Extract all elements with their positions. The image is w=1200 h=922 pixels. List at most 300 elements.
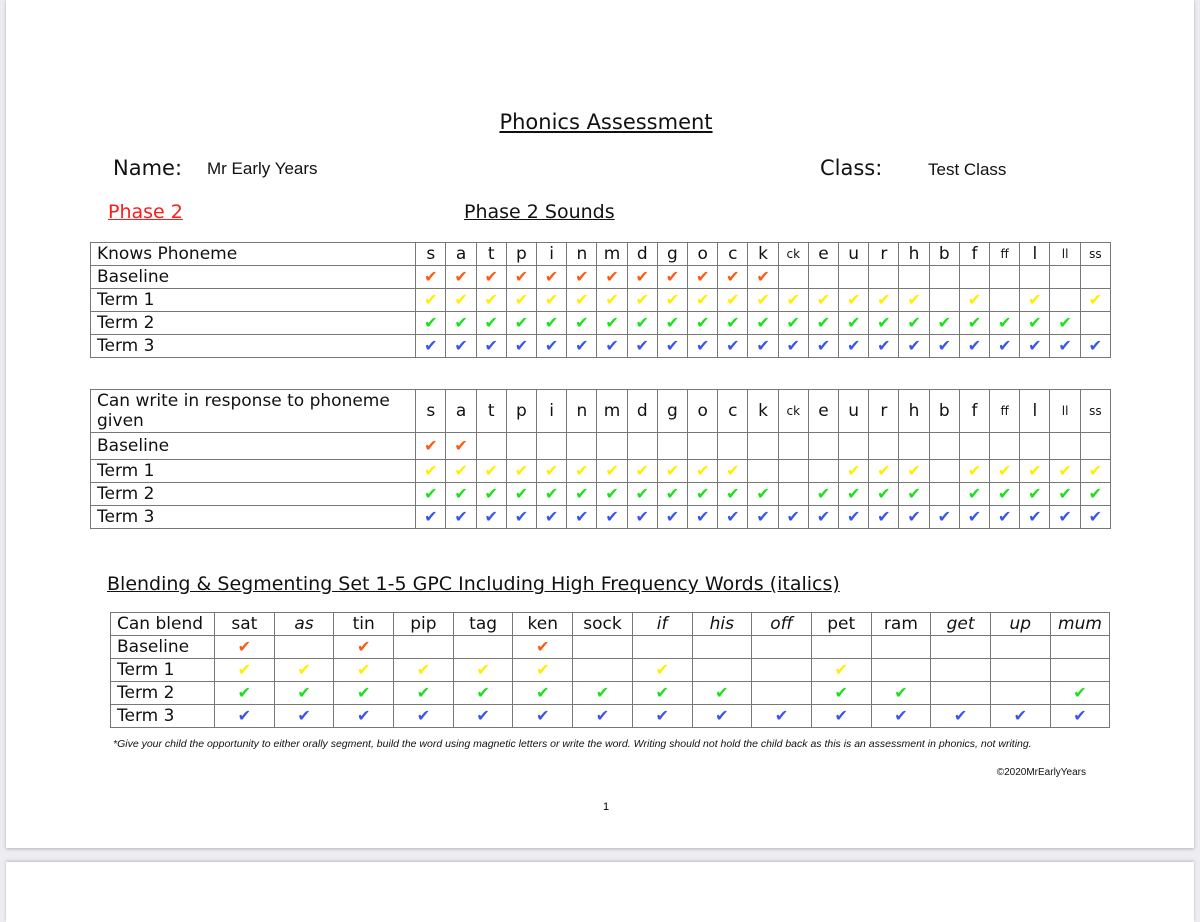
tick-cell (1020, 483, 1050, 506)
tick-icon: ✔ (357, 683, 371, 702)
tick-icon: ✔ (514, 484, 529, 503)
tick-icon: ✔ (514, 313, 529, 332)
tick-icon: ✔ (237, 683, 252, 702)
table-row (91, 506, 1111, 529)
tick-icon: ✔ (544, 290, 559, 309)
tick-icon: ✔ (967, 313, 982, 332)
tick-cell (899, 483, 929, 506)
tick-icon: ✔ (297, 660, 311, 679)
tick-icon: ✔ (907, 507, 921, 526)
tick-cell (446, 433, 476, 460)
tick-cell (416, 460, 446, 483)
tick-icon: ✔ (877, 484, 891, 503)
tick-cell (959, 483, 989, 506)
tick-cell (274, 659, 334, 682)
tick-cell (990, 266, 1020, 289)
tick-icon: ✔ (726, 461, 740, 480)
tick-icon: ✔ (484, 461, 498, 480)
tick-cell (929, 289, 959, 312)
tick-icon: ✔ (756, 290, 770, 309)
tick-cell (334, 659, 394, 682)
tick-cell (718, 266, 748, 289)
tick-cell (597, 335, 627, 358)
tick-cell (567, 483, 597, 506)
pdf-page-2 (6, 862, 1194, 922)
sound-header-ff: ff (990, 390, 1020, 433)
tick-icon: ✔ (695, 484, 710, 503)
tick-cell (476, 460, 506, 483)
tick-cell (931, 659, 991, 682)
sound-header-ss: ss (1080, 243, 1110, 266)
tick-cell (537, 483, 567, 506)
tick-cell (1080, 266, 1110, 289)
tick-cell (718, 460, 748, 483)
tick-icon: ✔ (894, 706, 908, 725)
tick-cell (718, 506, 748, 529)
table-header-row (91, 390, 1111, 433)
tick-cell (931, 705, 991, 728)
tick-icon: ✔ (1073, 706, 1087, 725)
tick-cell (839, 266, 869, 289)
tick-icon: ✔ (484, 484, 498, 503)
tick-icon: ✔ (544, 461, 559, 480)
tick-icon: ✔ (846, 336, 861, 355)
tick-icon: ✔ (635, 290, 649, 309)
tick-icon: ✔ (715, 683, 729, 702)
tick-icon: ✔ (967, 290, 982, 309)
tick-cell (752, 636, 812, 659)
tick-cell (871, 659, 931, 682)
tick-icon: ✔ (1058, 461, 1072, 480)
tick-cell (808, 483, 838, 506)
sound-header-h: h (899, 390, 929, 433)
name-label: Name: (113, 156, 183, 180)
tick-cell (567, 433, 597, 460)
tick-icon: ✔ (575, 484, 589, 503)
tick-icon: ✔ (424, 484, 438, 503)
tick-cell (1020, 460, 1050, 483)
tick-icon: ✔ (907, 461, 921, 480)
tick-icon: ✔ (1028, 290, 1042, 309)
table-header-row (91, 243, 1111, 266)
tick-cell (688, 506, 718, 529)
tick-icon: ✔ (715, 706, 729, 725)
tick-icon: ✔ (816, 507, 831, 526)
tick-icon: ✔ (416, 683, 431, 702)
tick-cell (506, 312, 536, 335)
tick-cell (869, 506, 899, 529)
tick-icon: ✔ (655, 706, 669, 725)
tick-cell (748, 433, 778, 460)
tick-cell (657, 266, 687, 289)
blending-heading: Blending & Segmenting Set 1-5 GPC Including High Frequency Words (italics) (107, 573, 840, 595)
tick-cell (692, 705, 752, 728)
tick-icon: ✔ (424, 461, 438, 480)
tick-cell (869, 460, 899, 483)
tick-icon: ✔ (1088, 484, 1103, 503)
tick-cell (537, 289, 567, 312)
tick-icon: ✔ (635, 336, 649, 355)
tick-icon: ✔ (997, 484, 1012, 503)
tick-icon: ✔ (484, 336, 498, 355)
tick-cell (959, 460, 989, 483)
tick-cell (567, 289, 597, 312)
tick-icon: ✔ (877, 507, 891, 526)
table-row (91, 483, 1111, 506)
table-row (111, 659, 1110, 682)
page-number: 1 (602, 801, 610, 813)
tick-icon: ✔ (635, 461, 649, 480)
table-row (91, 266, 1111, 289)
tick-cell (899, 312, 929, 335)
tick-icon: ✔ (605, 461, 619, 480)
tick-cell (537, 266, 567, 289)
tick-cell (416, 289, 446, 312)
tick-cell (959, 335, 989, 358)
tick-cell (748, 266, 778, 289)
row-label: Baseline (111, 636, 215, 659)
sound-header-ck: ck (778, 390, 808, 433)
row-header-label: Can blend (111, 613, 215, 636)
tick-icon: ✔ (1058, 336, 1072, 355)
word-header-tag: tag (453, 613, 513, 636)
tick-icon: ✔ (756, 313, 770, 332)
tick-cell (513, 636, 573, 659)
tick-cell (453, 659, 513, 682)
tick-cell (839, 289, 869, 312)
tick-icon: ✔ (756, 507, 770, 526)
tick-cell (688, 289, 718, 312)
tick-cell (929, 312, 959, 335)
tick-cell (627, 312, 657, 335)
tick-icon: ✔ (357, 660, 371, 679)
tick-icon: ✔ (655, 683, 669, 702)
tick-icon: ✔ (816, 484, 831, 503)
row-label: Term 1 (111, 659, 215, 682)
tick-cell (627, 289, 657, 312)
tick-icon: ✔ (695, 313, 710, 332)
tick-cell (990, 682, 1050, 705)
tick-cell (1050, 335, 1080, 358)
tick-icon: ✔ (476, 683, 490, 702)
tick-icon: ✔ (514, 507, 529, 526)
tick-cell (446, 266, 476, 289)
sound-header-o: o (688, 390, 718, 433)
sound-header-o: o (688, 243, 718, 266)
tick-icon: ✔ (454, 290, 468, 309)
tick-cell (537, 312, 567, 335)
tick-cell (990, 483, 1020, 506)
tick-icon: ✔ (575, 336, 589, 355)
sound-header-c: c (718, 243, 748, 266)
tick-cell (476, 312, 506, 335)
tick-cell (899, 506, 929, 529)
word-header-ken: ken (513, 613, 573, 636)
tick-icon: ✔ (357, 637, 371, 656)
row-header-label: Can write in response to phoneme given (91, 390, 416, 433)
tick-cell (990, 636, 1050, 659)
tick-icon: ✔ (297, 683, 311, 702)
sound-header-p: p (506, 390, 536, 433)
tick-cell (990, 460, 1020, 483)
tick-cell (394, 659, 454, 682)
tick-icon: ✔ (726, 507, 740, 526)
tick-icon: ✔ (665, 290, 680, 309)
footnote: *Give your child the opportunity to either orally segment, build the word using magnetic letters or write the word. Writing should not hold the child back as this is an assessment in phonics, not writing. (113, 738, 1032, 750)
tick-icon: ✔ (846, 290, 861, 309)
tick-icon: ✔ (454, 484, 468, 503)
tick-icon: ✔ (877, 461, 891, 480)
tick-cell (869, 483, 899, 506)
tick-cell (453, 636, 513, 659)
tick-cell (657, 312, 687, 335)
tick-icon: ✔ (726, 336, 740, 355)
tick-icon: ✔ (695, 507, 710, 526)
tick-icon: ✔ (1028, 336, 1042, 355)
pdf-page-1 (6, 0, 1194, 848)
tick-cell (692, 682, 752, 705)
tick-icon: ✔ (575, 461, 589, 480)
write-phoneme-table (90, 389, 1111, 529)
sound-header-e: e (808, 243, 838, 266)
sound-header-k: k (748, 243, 778, 266)
tick-icon: ✔ (695, 290, 710, 309)
tick-icon: ✔ (665, 336, 680, 355)
tick-icon: ✔ (424, 313, 438, 332)
tick-cell (839, 483, 869, 506)
tick-cell (1020, 266, 1050, 289)
tick-cell (1050, 312, 1080, 335)
tick-cell (718, 312, 748, 335)
tick-icon: ✔ (786, 336, 800, 355)
tick-cell (1080, 335, 1110, 358)
tick-icon: ✔ (665, 461, 680, 480)
tick-icon: ✔ (665, 267, 680, 286)
blending-table (110, 612, 1110, 728)
tick-icon: ✔ (476, 706, 490, 725)
tick-cell (1050, 460, 1080, 483)
sound-header-m: m (597, 243, 627, 266)
tick-cell (748, 506, 778, 529)
tick-cell (778, 312, 808, 335)
tick-cell (1050, 659, 1110, 682)
tick-cell (1080, 289, 1110, 312)
tick-icon: ✔ (774, 706, 789, 725)
tick-icon: ✔ (907, 336, 921, 355)
tick-cell (446, 289, 476, 312)
tick-cell (627, 506, 657, 529)
tick-icon: ✔ (816, 313, 831, 332)
tick-cell (215, 682, 275, 705)
table-row (91, 335, 1111, 358)
tick-cell (476, 289, 506, 312)
tick-icon: ✔ (536, 637, 550, 656)
tick-cell (597, 289, 627, 312)
tick-cell (416, 433, 446, 460)
tick-cell (657, 289, 687, 312)
word-header-his: his (692, 613, 752, 636)
name-value: Mr Early Years (207, 159, 318, 178)
tick-cell (990, 705, 1050, 728)
tick-cell (811, 659, 871, 682)
tick-cell (446, 483, 476, 506)
tick-icon: ✔ (665, 484, 680, 503)
sound-header-s: s (416, 390, 446, 433)
tick-icon: ✔ (605, 290, 619, 309)
tick-cell (778, 506, 808, 529)
tick-cell (869, 312, 899, 335)
tick-cell (990, 289, 1020, 312)
tick-icon: ✔ (695, 461, 710, 480)
tick-cell (899, 433, 929, 460)
sound-header-u: u (839, 390, 869, 433)
tick-icon: ✔ (756, 336, 770, 355)
table-row (91, 460, 1111, 483)
tick-cell (394, 705, 454, 728)
tick-cell (274, 682, 334, 705)
sound-header-ll: ll (1050, 243, 1080, 266)
sound-header-d: d (627, 390, 657, 433)
tick-icon: ✔ (816, 336, 831, 355)
tick-icon: ✔ (877, 290, 891, 309)
tick-cell (476, 433, 506, 460)
row-label: Term 3 (91, 335, 416, 358)
tick-cell (808, 433, 838, 460)
sound-header-k: k (748, 390, 778, 433)
tick-cell (808, 506, 838, 529)
sound-header-s: s (416, 243, 446, 266)
tick-icon: ✔ (846, 484, 861, 503)
tick-icon: ✔ (635, 507, 649, 526)
tick-icon: ✔ (756, 484, 770, 503)
tick-cell (688, 312, 718, 335)
tick-cell (446, 506, 476, 529)
tick-cell (1020, 312, 1050, 335)
tick-icon: ✔ (894, 683, 908, 702)
tick-cell (1050, 705, 1110, 728)
tick-icon: ✔ (846, 313, 861, 332)
word-header-mum: mum (1050, 613, 1110, 636)
tick-icon: ✔ (997, 313, 1012, 332)
sound-header-e: e (808, 390, 838, 433)
sound-header-t: t (476, 243, 506, 266)
tick-icon: ✔ (416, 706, 431, 725)
tick-icon: ✔ (575, 290, 589, 309)
tick-cell (929, 506, 959, 529)
tick-cell (748, 483, 778, 506)
tick-cell (808, 460, 838, 483)
row-label: Term 1 (91, 460, 416, 483)
tick-cell (627, 460, 657, 483)
tick-icon: ✔ (1058, 484, 1072, 503)
tick-cell (688, 266, 718, 289)
tick-icon: ✔ (237, 706, 252, 725)
tick-cell (811, 682, 871, 705)
tick-icon: ✔ (1088, 507, 1103, 526)
tick-icon: ✔ (575, 507, 589, 526)
tick-cell (869, 289, 899, 312)
tick-cell (778, 433, 808, 460)
tick-icon: ✔ (1013, 706, 1027, 725)
tick-icon: ✔ (424, 290, 438, 309)
tick-cell (1050, 266, 1080, 289)
word-header-as: as (274, 613, 334, 636)
tick-icon: ✔ (484, 313, 498, 332)
tick-cell (990, 433, 1020, 460)
tick-cell (929, 266, 959, 289)
tick-icon: ✔ (605, 313, 619, 332)
tick-cell (627, 266, 657, 289)
tick-cell (476, 506, 506, 529)
tick-cell (808, 312, 838, 335)
tick-icon: ✔ (536, 706, 550, 725)
tick-icon: ✔ (357, 706, 371, 725)
tick-icon: ✔ (544, 267, 559, 286)
sound-header-b: b (929, 243, 959, 266)
tick-icon: ✔ (967, 507, 982, 526)
tick-cell (627, 483, 657, 506)
word-header-off: off (752, 613, 812, 636)
tick-cell (959, 266, 989, 289)
tick-cell (1020, 506, 1050, 529)
tick-cell (990, 659, 1050, 682)
tick-icon: ✔ (786, 290, 800, 309)
sound-header-a: a (446, 390, 476, 433)
tick-cell (573, 636, 633, 659)
tick-cell (573, 705, 633, 728)
tick-cell (778, 483, 808, 506)
tick-cell (567, 266, 597, 289)
tick-icon: ✔ (1073, 683, 1087, 702)
tick-icon: ✔ (297, 706, 311, 725)
tick-cell (778, 266, 808, 289)
tick-cell (334, 705, 394, 728)
tick-cell (657, 460, 687, 483)
tick-cell (506, 433, 536, 460)
tick-icon: ✔ (544, 313, 559, 332)
word-header-if: if (632, 613, 692, 636)
tick-icon: ✔ (514, 461, 529, 480)
tick-icon: ✔ (834, 683, 848, 702)
tick-cell (929, 460, 959, 483)
tick-icon: ✔ (454, 336, 468, 355)
row-label: Term 2 (111, 682, 215, 705)
tick-icon: ✔ (756, 267, 770, 286)
tick-icon: ✔ (575, 313, 589, 332)
tick-cell (416, 266, 446, 289)
row-header-label: Knows Phoneme (91, 243, 416, 266)
tick-cell (688, 433, 718, 460)
tick-cell (1080, 433, 1110, 460)
tick-cell (1050, 433, 1080, 460)
tick-cell (752, 682, 812, 705)
tick-cell (416, 312, 446, 335)
tick-cell (959, 289, 989, 312)
tick-cell (334, 636, 394, 659)
tick-icon: ✔ (514, 290, 529, 309)
tick-cell (632, 682, 692, 705)
row-label: Term 3 (91, 506, 416, 529)
tick-cell (657, 433, 687, 460)
sound-header-h: h (899, 243, 929, 266)
tick-cell (506, 460, 536, 483)
tick-cell (929, 433, 959, 460)
sound-header-u: u (839, 243, 869, 266)
tick-cell (394, 682, 454, 705)
tick-cell (274, 705, 334, 728)
tick-icon: ✔ (695, 267, 710, 286)
row-label: Term 2 (91, 312, 416, 335)
